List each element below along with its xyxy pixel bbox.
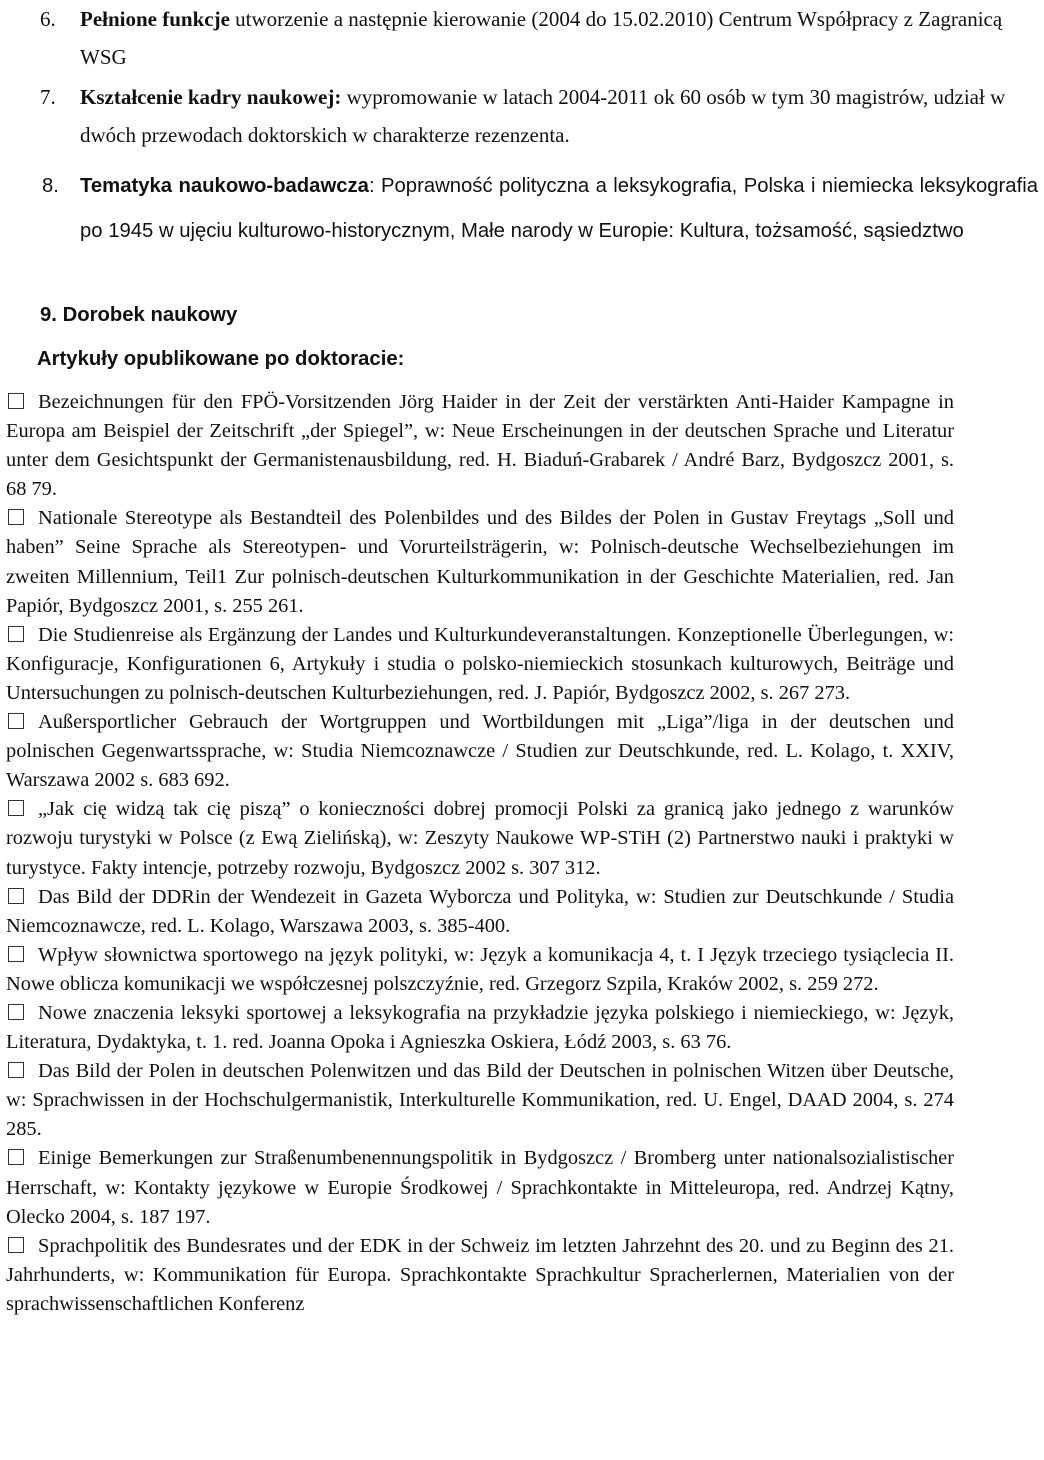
item-text: wypromowanie w latach 2004-2011 ok 60 osób w tym 30 magistrów, udział w dwóch przewodach doktorskich w charakterze rezenzenta.	[80, 85, 1006, 147]
checkbox-bullet-icon	[8, 626, 24, 642]
item-number: 6.	[40, 7, 56, 31]
section-item-7	[0, 78, 1040, 154]
item-number: 8.	[42, 175, 59, 197]
section-item-8	[0, 164, 1044, 254]
publication-text: Das Bild der Polen in deutschen Polenwitzen und das Bild der Deutschen in polnischen Witzen über Deutsche, w: Sprachwissen in der Hochschulgermanistik, Interkulturelle Kommunikation, red. U. Engel, DAAD 2004, s. 274 285.	[6, 1060, 954, 1141]
publication-item	[6, 1232, 954, 1319]
section-item-6	[0, 0, 1040, 76]
item-label: Tematyka naukowo-badawcza	[80, 175, 369, 197]
publication-text: Die Studienreise als Ergänzung der Landes und Kulturkundeveranstaltungen. Konzeptionelle Überlegungen, w: Konfiguracje, Konfigurationen 6, Artykuły i studia o polsko-niemieckich stosunkach kulturowych, Beiträge und Untersuchungen zu polnisch-deutschen Kulturbeziehungen, red. J. Papiór, Bydgoszcz 2002, s. 267 273.	[6, 623, 954, 704]
publication-item	[6, 388, 954, 504]
checkbox-bullet-icon	[8, 509, 24, 525]
publication-text: Nationale Stereotype als Bestandteil des Polenbildes und des Bildes der Polen in Gustav Freytags „Soll und haben” Seine Sprache als Stereotypen- und Vorurteilsträgerin, w: Polnisch-deutsche Wechselbeziehungen im zweiten Millennium, Teil1 Zur polnisch-deutschen Kulturkommunikation in der Geschichte Materialien, red. Jan Papiór, Bydgoszcz 2001, s. 255 261.	[6, 507, 954, 617]
item-label: Pełnione funkcje	[80, 7, 230, 31]
checkbox-bullet-icon	[8, 888, 24, 904]
checkbox-bullet-icon	[8, 713, 24, 729]
publication-text: Das Bild der DDRin der Wendezeit in Gazeta Wyborcza und Polityka, w: Studien zur Deutschkunde / Studia Niemcoznawcze, red. L. Kolago, Warszawa 2003, s. 385-400.	[6, 885, 954, 937]
checkbox-bullet-icon	[8, 1062, 24, 1078]
publication-text: Sprachpolitik des Bundesrates und der EDK in der Schweiz im letzten Jahrzehnt des 20. und zu Beginn des 21. Jahrhunderts, w: Kommunikation für Europa. Sprachkontakte Sprachkultur Spracherlernen, Materialien von der sprachwissenschaftlichen Konferenz	[6, 1234, 954, 1315]
publication-item	[6, 708, 954, 795]
item-number: 7.	[40, 85, 56, 109]
publication-item	[6, 1144, 954, 1231]
publication-item	[6, 1057, 954, 1144]
publication-item	[6, 795, 954, 882]
item-label: Kształcenie kadry naukowej:	[80, 85, 342, 109]
checkbox-bullet-icon	[8, 1149, 24, 1165]
section-subheading	[37, 340, 837, 378]
publication-item	[6, 621, 954, 708]
publication-item	[6, 941, 954, 999]
publication-text: „Jak cię widzą tak cię piszą” o konieczności dobrej promocji Polski za granicą jako jednego z warunków rozwoju turystyki w Polsce (z Ewą Zielińską), w: Zeszyty Naukowe WP-STiH (2) Partnerstwo nauki i praktyki w turystyce. Fakty intencje, potrzeby rozwoju, Bydgoszcz 2002 s. 307 312.	[6, 798, 954, 879]
publication-list	[6, 388, 954, 1319]
checkbox-bullet-icon	[8, 800, 24, 816]
checkbox-bullet-icon	[8, 1004, 24, 1020]
item-label: Dorobek naukowy	[62, 304, 238, 326]
publication-text: Außersportlicher Gebrauch der Wortgruppen und Wortbildungen mit „Liga”/liga in der deutschen und polnischen Gegenwartssprache, w: Studia Niemcoznawcze / Studien zur Deutschkunde, red. L. Kolago, t. XXIV, Warszawa 2002 s. 683 692.	[6, 711, 954, 792]
section-item-9	[40, 296, 840, 334]
subheading-text: Artykuły opublikowane po doktoracie:	[37, 348, 405, 370]
item-number: 9.	[40, 304, 57, 326]
checkbox-bullet-icon	[8, 946, 24, 962]
publication-item	[6, 999, 954, 1057]
publication-text: Wpływ słownictwa sportowego na język polityki, w: Język a komunikacja 4, t. I Język trzeciego tysiąclecia II. Nowe oblicza komunikacji we współczesnej polszczyźnie, red. Grzegorz Szpila, Kraków 2002, s. 259 272.	[6, 943, 954, 995]
publication-text: Bezeichnungen für den FPÖ-Vorsitzenden Jörg Haider in der Zeit der verstärkten Anti-Haider Kampagne in Europa am Beispiel der Zeitschrift „der Spiegel”, w: Neue Erscheinungen in der deutschen Sprache und Literatur unter dem Gesichtspunkt der Germanistenausbildung, red. H. Biaduń-Grabarek / André Barz, Bydgoszcz 2001, s. 68 79.	[6, 391, 954, 501]
publication-item	[6, 504, 954, 620]
publication-item	[6, 883, 954, 941]
publication-text: Einige Bemerkungen zur Straßenumbenennungspolitik in Bydgoszcz / Bromberg unter nationalsozialistischer Herrschaft, w: Kontakty językowe w Europie Środkowej / Sprachkontakte in Mitteleuropa, red. Andrzej Kątny, Olecko 2004, s. 187 197.	[6, 1147, 954, 1228]
checkbox-bullet-icon	[8, 393, 24, 409]
item-text: utworzenie a następnie kierowanie (2004 do 15.02.2010) Centrum Współpracy z Zagranicą WSG	[80, 7, 1003, 69]
item-text: : Poprawność polityczna a leksykografia, Polska i niemiecka leksykografia po 1945 w ujęciu kulturowo-historycznym, Małe narody w Europie: Kultura, tożsamość, sąsiedztwo	[80, 175, 1038, 242]
checkbox-bullet-icon	[8, 1237, 24, 1253]
publication-text: Nowe znaczenia leksyki sportowej a leksykografia na przykładzie języka polskiego i niemieckiego, w: Język, Literatura, Dydaktyka, t. 1. red. Joanna Opoka i Agnieszka Oskiera, Łódź 2003, s. 63 76.	[6, 1001, 954, 1054]
